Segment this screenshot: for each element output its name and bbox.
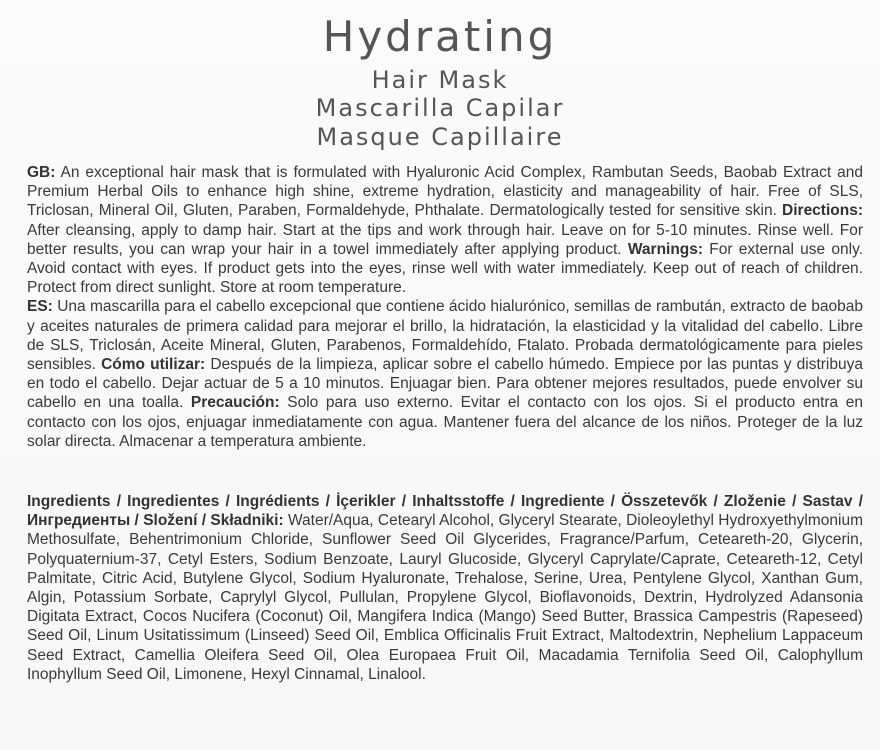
es-warnings-label: Precaución: bbox=[190, 394, 280, 412]
ingredients-block bbox=[27, 492, 863, 684]
es-text: Una mascarilla para el cabello excepcional que contiene ácido hialurónico, semillas de rambután, extracto de baobab y aceites naturales de primera calidad para mejorar el brillo, la hidratación, la elasticidad y la vitalidad del cabello. Libre de SLS, Triclosán, Aceite Mineral, Gluten, Parabenos, Formaldehído, Ftalato. Probada dermatológicamente para pieles sensibles. bbox=[27, 298, 863, 374]
gb-directions-text: After cleansing, apply to damp hair. Start at the tips and work through hair. Leave on for 5-10 minutes. Rinse well. For better results, you can wrap your hair in a towel immediately after applying product. bbox=[27, 221, 863, 258]
es-section bbox=[27, 297, 863, 451]
gb-section bbox=[27, 163, 863, 297]
ingredients-text: Water/Aqua, Cetearyl Alcohol, Glyceryl Stearate, Dioleoylethyl Hydroxyethylmonium Methosulfate, Behentrimonium Chloride, Sunflower Seed Oil Glycerides, Fragrance/Parfum, Ceteareth-20, Glycerin, Polyquaternium-37, Cetyl Esters, Sodium Benzoate, Lauryl Glucoside, Glyceryl Caprylate/Caprate, Ceteareth-12, Cetyl Palmitate, Citric Acid, Butylene Glycol, Sodium Hyaluronate, Trehalose, Serine, Urea, Pentylene Glycol, Xanthan Gum, Algin, Potassium Sorbate, Caprylyl Glycol, Pullulan, Propylene Glycol, Bioflavonoids, Dextrin, Hydrolyzed Adansonia Digitata Extract, Cocos Nucifera (Coconut) Oil, Mangifera Indica (Mango) Seed Butter, Brassica Campestris (Rapeseed) Seed Oil, Linum Usitatissimum (Linseed) Seed Oil, Emblica Officinalis Fruit Extract, Maltodextrin, Nephelium Lappaceum Seed Extract, Camellia Oleifera Seed Oil, Olea Europaea Fruit Oil, Macadamia Ternifolia Seed Oil, Calophyllum Inophyllum Seed Oil, Limonene, Hexyl Cinnamal, Linalool. bbox=[27, 512, 863, 683]
es-label: ES: bbox=[27, 298, 53, 316]
es-directions-label: Cómo utilizar: bbox=[101, 356, 206, 374]
gb-warnings-label: Warnings: bbox=[627, 240, 704, 258]
subtitle-english: Hair Mask bbox=[371, 66, 509, 94]
es-warnings-text: Solo para uso externo. Evitar el contacto con los ojos. Si el producto entra en contacto con los ojos, enjuagar inmediatamente con agua. Mantener fuera del alcance de los niños. Proteger de la luz solar directa. Almacenar a temperatura ambiente. bbox=[27, 394, 863, 450]
gb-label: GB: bbox=[27, 164, 56, 181]
es-directions-text: Después de la limpieza, aplicar sobre el cabello húmedo. Empiece por las puntas y distribuya en todo el cabello. Dejar actuar de 5 a 10 minutos. Enjuagar bien. Para obtener mejores resultados, puede envolver su cabello en una toalla. bbox=[27, 356, 863, 412]
subtitle-french: Masque Capillaire bbox=[316, 123, 564, 151]
description-block bbox=[27, 163, 863, 451]
gb-warnings-text: For external use only. Avoid contact with eyes. If product gets into the eyes, rinse well with water immediately. Keep out of reach of children. Protect from direct sunlight. Store at room temperature. bbox=[27, 240, 863, 297]
subtitle-spanish: Mascarilla Capilar bbox=[315, 94, 565, 122]
ingredients-label: Ingredients / Ingredientes / Ingrédients / İçerikler / Inhaltsstoffe / Ingrediente / Összetevők / Zloženie / Sastav / Ингредиенты / Složení / Składniki: bbox=[27, 493, 863, 530]
product-title: Hydrating bbox=[322, 12, 558, 61]
gb-text: An exceptional hair mask that is formulated with Hyaluronic Acid Complex, Rambutan Seeds, Baobab Extract and Premium Herbal Oils to enhance high shine, extreme hydration, elasticity and manageability of hair. Free of SLS, Triclosan, Mineral Oil, Gluten, Paraben, Formaldehyde, Phthalate. Dermatologically tested for sensitive skin. bbox=[27, 164, 863, 220]
gb-directions-label: Directions: bbox=[782, 202, 863, 220]
